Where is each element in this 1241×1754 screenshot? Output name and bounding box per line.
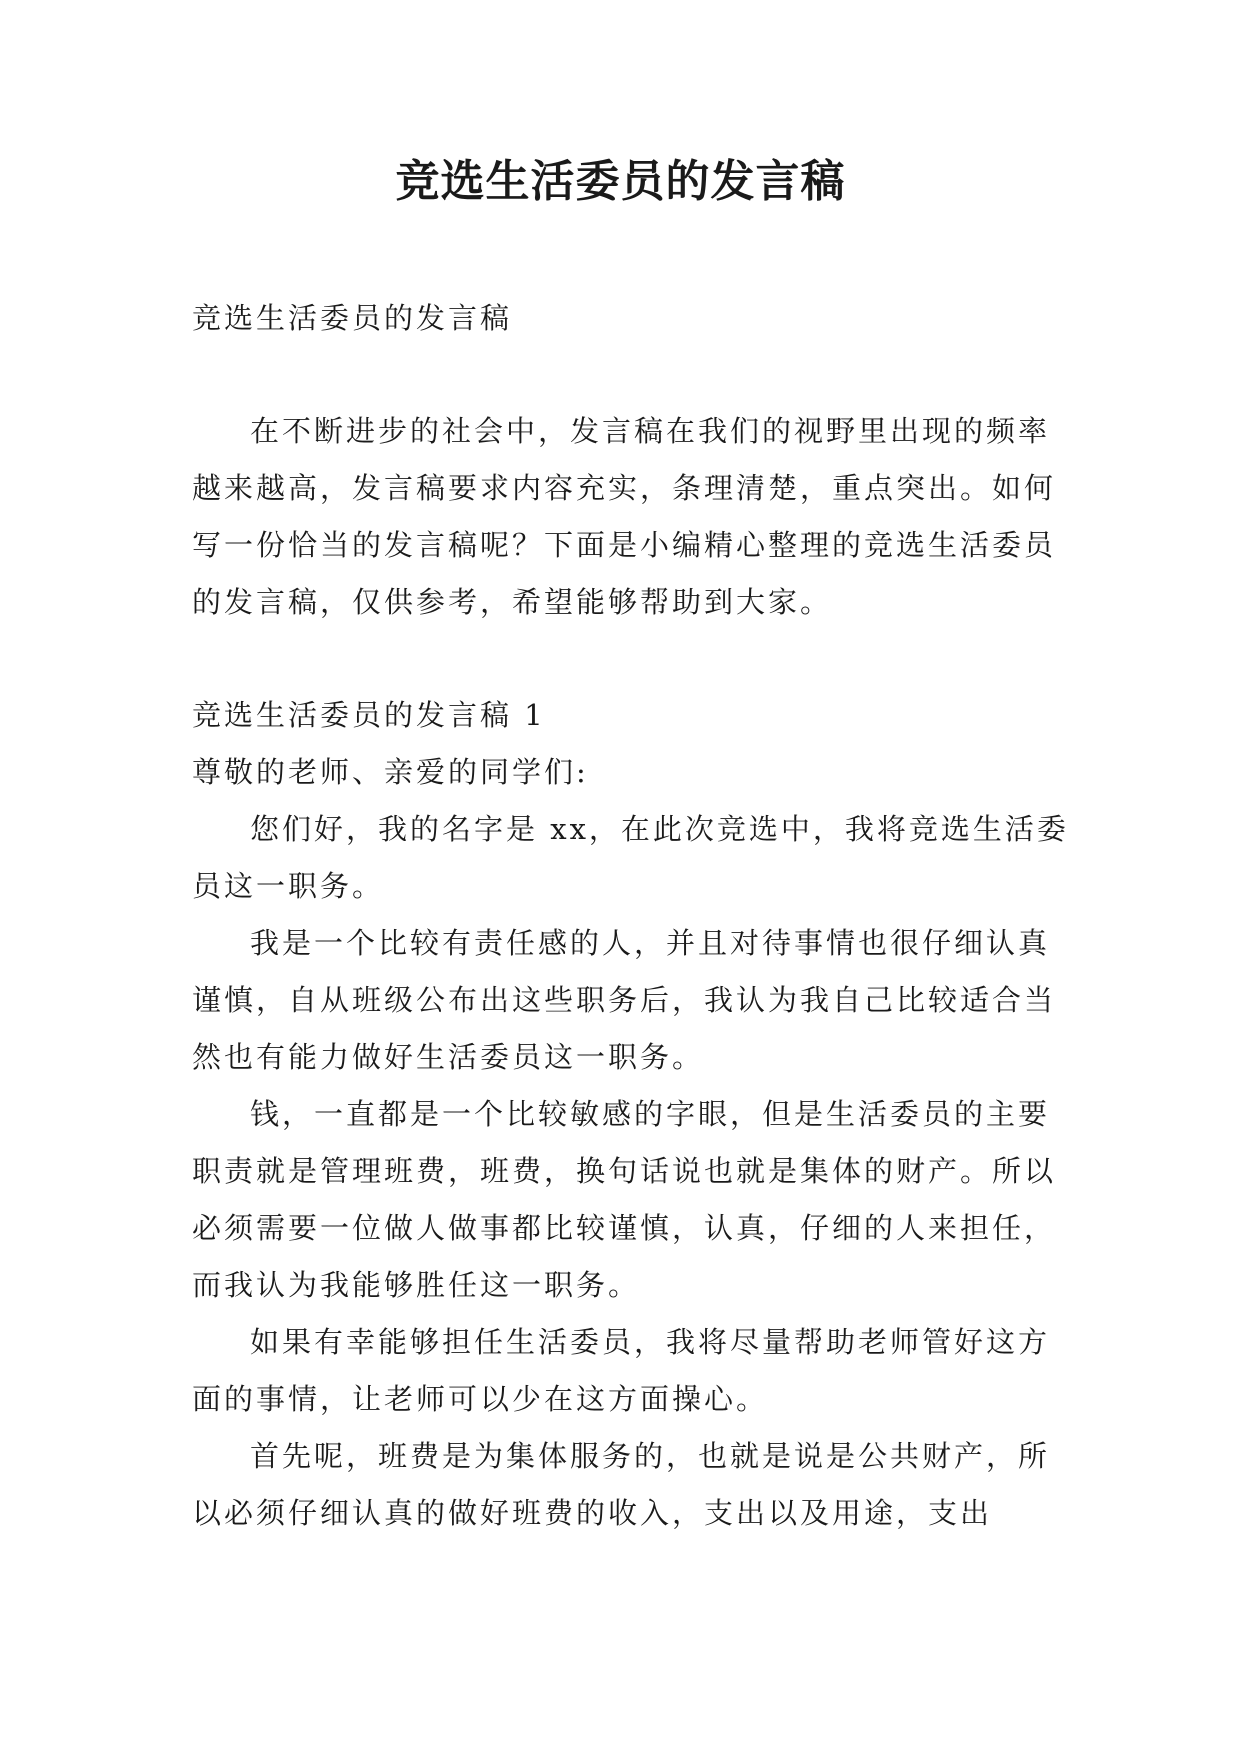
section-heading: 竞选生活委员的发言稿 1 [192,698,546,732]
intro-paragraph: 在不断进步的社会中，发言稿在我们的视野里出现的频率越来越高，发言稿要求内容充实，条理清楚，重点突出。如何写一份恰当的发言稿呢？下面是小编精心整理的竞选生活委员的发言稿，仅供参考，希望能够帮助到大家。 [192,414,1057,619]
body-paragraph: 我是一个比较有责任感的人，并且对待事情也很仔细认真谨慎，自从班级公布出这些职务后，我认为我自己比较适合当然也有能力做好生活委员这一职务。 [192,926,1057,1074]
body-paragraph: 钱，一直都是一个比较敏感的字眼，但是生活委员的主要职责就是管理班费，班费，换句话说也就是集体的财产。所以必须需要一位做人做事都比较谨慎，认真，仔细的人来担任，而我认为我能够胜任这一职务。 [192,1097,1057,1302]
document-subtitle: 竞选生活委员的发言稿 [192,301,513,335]
document-title: 竞选生活委员的发言稿 [395,156,846,207]
body-paragraph: 如果有幸能够担任生活委员，我将尽量帮助老师管好这方面的事情，让老师可以少在这方面操心。 [192,1325,1051,1416]
salutation: 尊敬的老师、亲爱的同学们: [192,755,589,789]
body-paragraph: 您们好，我的名字是 xx，在此次竞选中，我将竞选生活委员这一职务。 [192,812,1069,903]
body-paragraph: 首先呢，班费是为集体服务的，也就是说是公共财产，所以必须仔细认真的做好班费的收入，支出以及用途，支出 [192,1439,1051,1530]
document-body [192,290,1072,1542]
